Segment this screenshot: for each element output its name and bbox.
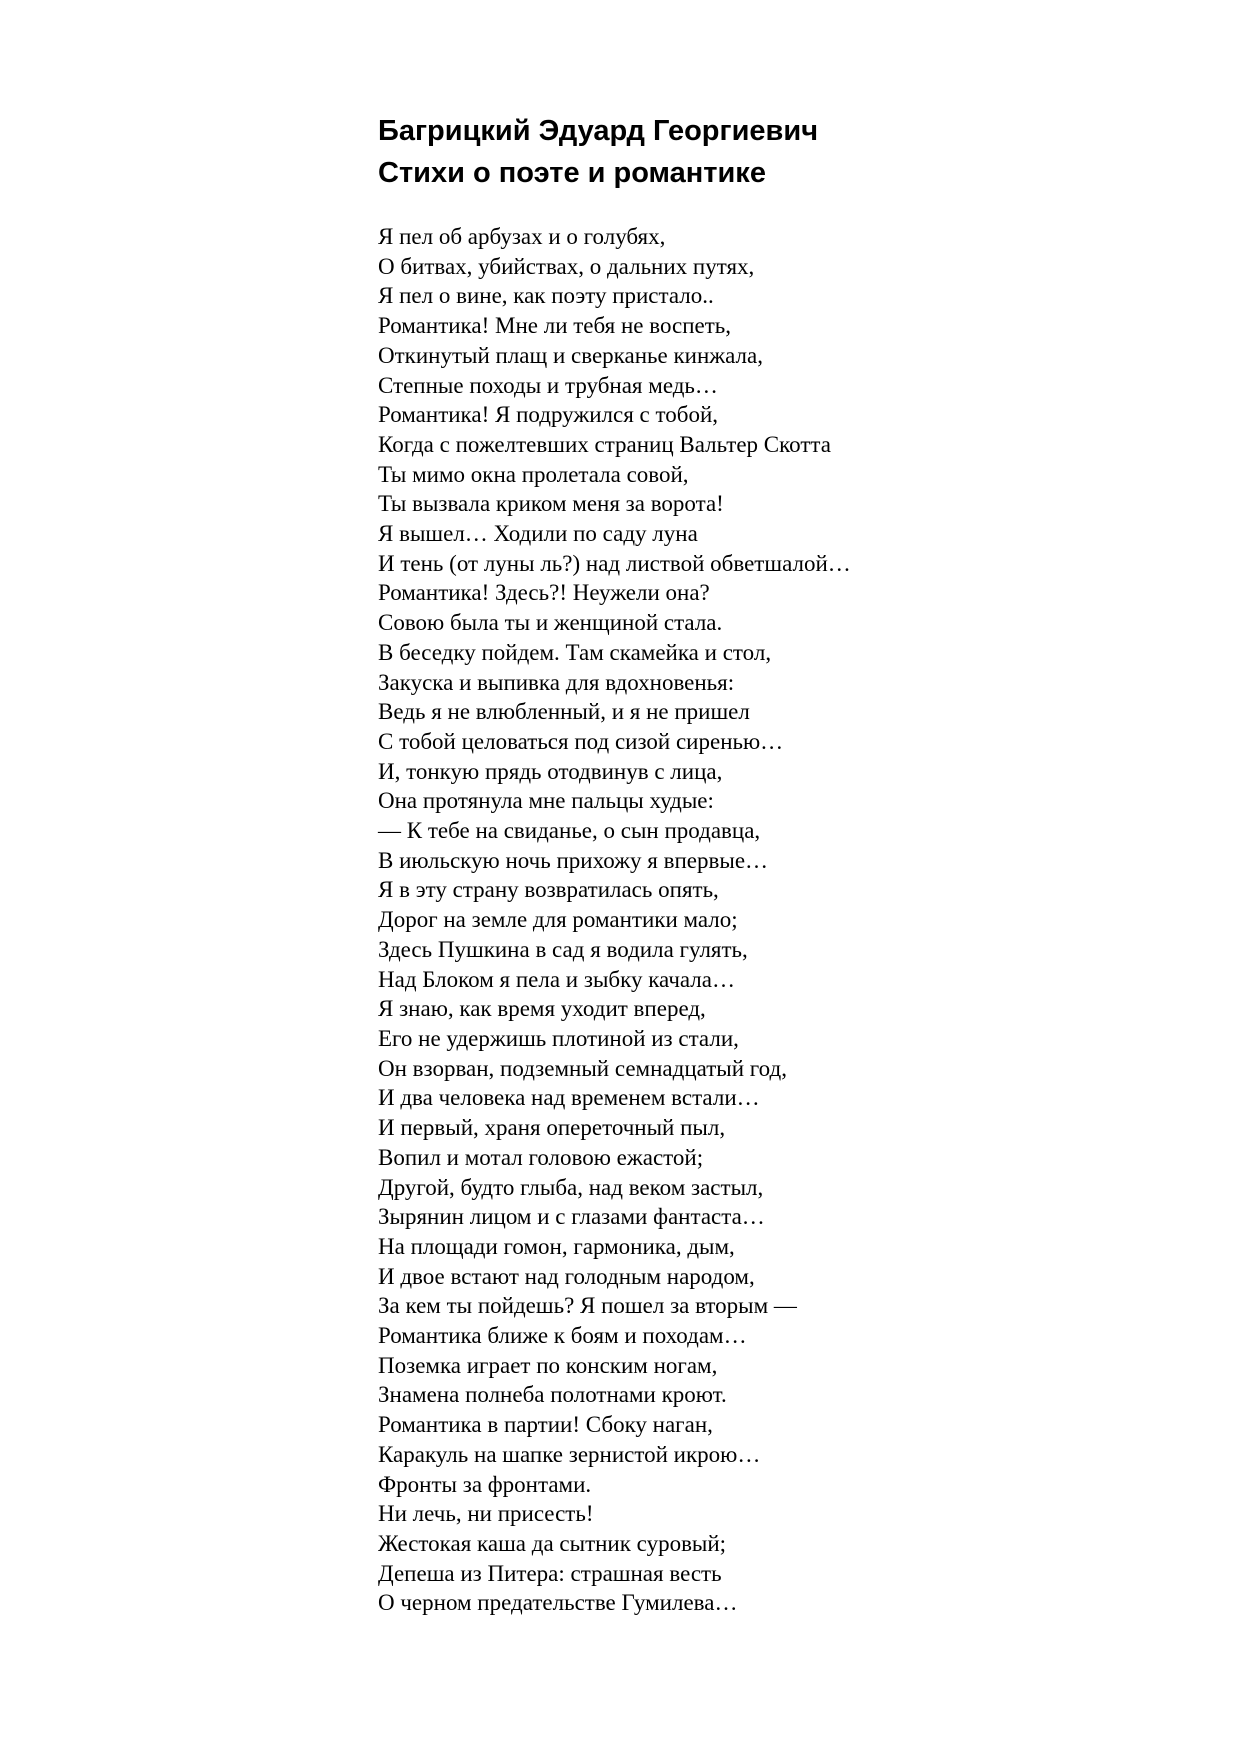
poem-line: Я пел об арбузах и о голубях, bbox=[378, 224, 666, 249]
poem-line: И первый, храня опереточный пыл, bbox=[378, 1115, 726, 1141]
poem-line: И два человека над временем встали… bbox=[378, 1085, 760, 1111]
poem-line: Степные походы и трубная медь… bbox=[378, 372, 718, 398]
document-header bbox=[378, 110, 818, 194]
poem-line: Совою была ты и женщиной стала. bbox=[378, 610, 723, 636]
poem-line: Знамена полнеба полотнами кроют. bbox=[378, 1382, 727, 1408]
poem-line: В июльскую ночь прихожу я впервые… bbox=[378, 847, 769, 873]
poem-line: Романтика! Мне ли тебя не воспеть, bbox=[378, 313, 732, 339]
poem-line: Поземка играет по конским ногам, bbox=[378, 1352, 718, 1378]
poem-line: Когда с пожелтевших страниц Вальтер Скотта bbox=[378, 431, 831, 457]
poem-line: Здесь Пушкина в сад я водила гулять, bbox=[378, 936, 748, 962]
poem-line: О черном предательстве Гумилева… bbox=[378, 1590, 738, 1616]
poem-line: Вопил и мотал головою ежастой; bbox=[378, 1144, 704, 1170]
poem-line: В беседку пойдем. Там скамейка и стол, bbox=[378, 639, 772, 665]
poem-line: И двое встают над голодным народом, bbox=[378, 1263, 755, 1289]
poem-line: Я вышел… Ходили по саду луна bbox=[378, 521, 698, 547]
poem-line: Романтика ближе к боям и походам… bbox=[378, 1323, 747, 1349]
document-title: Стихи о поэте и романтике bbox=[378, 157, 766, 189]
poem-line: Другой, будто глыба, над веком застыл, bbox=[378, 1174, 764, 1200]
poem-line: О битвах, убийствах, о дальних путях, bbox=[378, 253, 755, 279]
poem-line: Закуска и выпивка для вдохновенья: bbox=[378, 669, 735, 695]
poem-line: Романтика! Здесь?! Неужели она? bbox=[378, 580, 710, 606]
poem-line: Его не удержишь плотиной из стали, bbox=[378, 1025, 739, 1051]
poem-line: Я знаю, как время уходит вперед, bbox=[378, 996, 706, 1022]
poem-line: Откинутый плащ и сверканье кинжала, bbox=[378, 342, 763, 368]
poem-line: Дорог на земле для романтики мало; bbox=[378, 907, 738, 933]
poem-line: Я в эту страну возвратилась опять, bbox=[378, 877, 719, 903]
poem-line: За кем ты пойдешь? Я пошел за вторым — bbox=[378, 1293, 797, 1319]
poem-line: Ни лечь, ни присесть! bbox=[378, 1501, 594, 1527]
poem-line: Он взорван, подземный семнадцатый год, bbox=[378, 1055, 787, 1081]
poem-line: Ты вызвала криком меня за ворота! bbox=[378, 491, 724, 517]
poem-line: Депеша из Питера: страшная весть bbox=[378, 1560, 722, 1586]
poem-line: Над Блоком я пела и зыбку качала… bbox=[378, 966, 735, 992]
poem-line: Зырянин лицом и с глазами фантаста… bbox=[378, 1204, 765, 1230]
poem-line: Она протянула мне пальцы худые: bbox=[378, 788, 714, 814]
poem-line: Романтика! Я подружился с тобой, bbox=[378, 402, 719, 428]
poem-line: Фронты за фронтами. bbox=[378, 1471, 592, 1497]
poem-line: И тень (от луны ль?) над листвой обветшалой… bbox=[378, 550, 851, 576]
author-name: Багрицкий Эдуард Георгиевич bbox=[378, 115, 819, 147]
poem-line: С тобой целоваться под сизой сиренью… bbox=[378, 728, 784, 754]
poem-line: Романтика в партии! Сбоку наган, bbox=[378, 1412, 713, 1438]
poem-line: — К тебе на свиданье, о сын продавца, bbox=[378, 818, 761, 844]
poem-line: На площади гомон, гармоника, дым, bbox=[378, 1233, 735, 1259]
poem-line: Я пел о вине, как поэту пристало.. bbox=[378, 283, 714, 309]
poem-body bbox=[378, 222, 851, 1618]
poem-line: И, тонкую прядь отодвинув с лица, bbox=[378, 758, 723, 784]
poem-line: Ты мимо окна пролетала совой, bbox=[378, 461, 689, 487]
poem-line: Каракуль на шапке зернистой икрою… bbox=[378, 1441, 761, 1467]
poem-line: Ведь я не влюбленный, и я не пришел bbox=[378, 699, 750, 725]
poem-line: Жестокая каша да сытник суровый; bbox=[378, 1530, 727, 1556]
